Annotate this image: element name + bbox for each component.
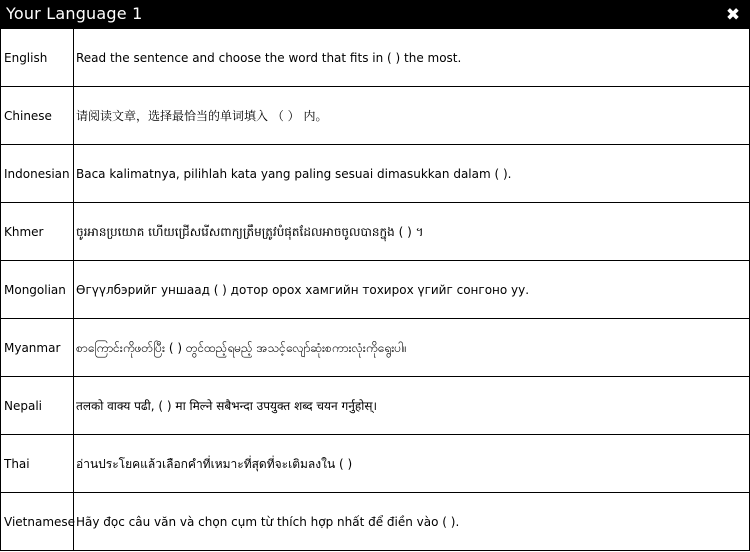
translated-sentence: तलको वाक्य पढी, ( ) मा मिल्ने सबैभन्दा उपयुक्त शब्द चयन गर्नुहोस्। <box>76 398 378 413</box>
translated-sentence: စာကြောင်းကိုဖတ်ပြီး ( ) တွင်ထည့်ရမည့် အသင့်လျော်ဆုံးစကားလုံးကိုရွေးပါ။ <box>76 340 407 355</box>
table-row <box>1 493 749 551</box>
table-row <box>1 261 749 319</box>
language-name: Khmer <box>1 203 74 260</box>
close-icon[interactable]: ✖ <box>725 5 741 25</box>
dialog-title: Your Language 1 <box>6 4 143 23</box>
table-row <box>1 87 749 145</box>
translated-sentence: Өгүүлбэрийг уншаад ( ) дотор орох хамгийн тохирох үгийг сонгоно уу. <box>76 282 530 297</box>
table-row <box>1 435 749 493</box>
language-name: Indonesian <box>1 145 74 202</box>
table-row <box>1 203 749 261</box>
translated-sentence: Baca kalimatnya, pilihlah kata yang paling sesuai dimasukkan dalam ( ). <box>76 166 512 181</box>
language-name: Mongolian <box>1 261 74 318</box>
language-name: Nepali <box>1 377 74 434</box>
language-name: Thai <box>1 435 74 492</box>
translated-sentence: อ่านประโยคแล้วเลือกคำที่เหมาะที่สุดที่จะเติมลงใน ( ) <box>76 456 353 471</box>
translated-sentence: ចូរអានប្រយោគ ហើយជ្រើសរើសពាក្យត្រឹមត្រូវបំផុតដែលអាចចូលបានក្នុង ( ) ។ <box>76 224 424 239</box>
title-bar <box>0 0 750 29</box>
table-row <box>1 29 749 87</box>
language-name: Myanmar <box>1 319 74 376</box>
table-row <box>1 319 749 377</box>
translated-sentence: 请阅读文章，选择最恰当的单词填入 （ ） 内。 <box>76 108 328 123</box>
language-name: Chinese <box>1 87 74 144</box>
table-row <box>1 377 749 435</box>
table-row <box>1 145 749 203</box>
language-name: Vietnamese <box>1 493 74 550</box>
translated-sentence: Hãy đọc câu văn và chọn cụm từ thích hợp nhất để điền vào ( ). <box>76 514 460 529</box>
translation-table <box>0 29 750 551</box>
language-name: English <box>1 29 74 86</box>
translated-sentence: Read the sentence and choose the word that fits in ( ) the most. <box>76 50 462 65</box>
